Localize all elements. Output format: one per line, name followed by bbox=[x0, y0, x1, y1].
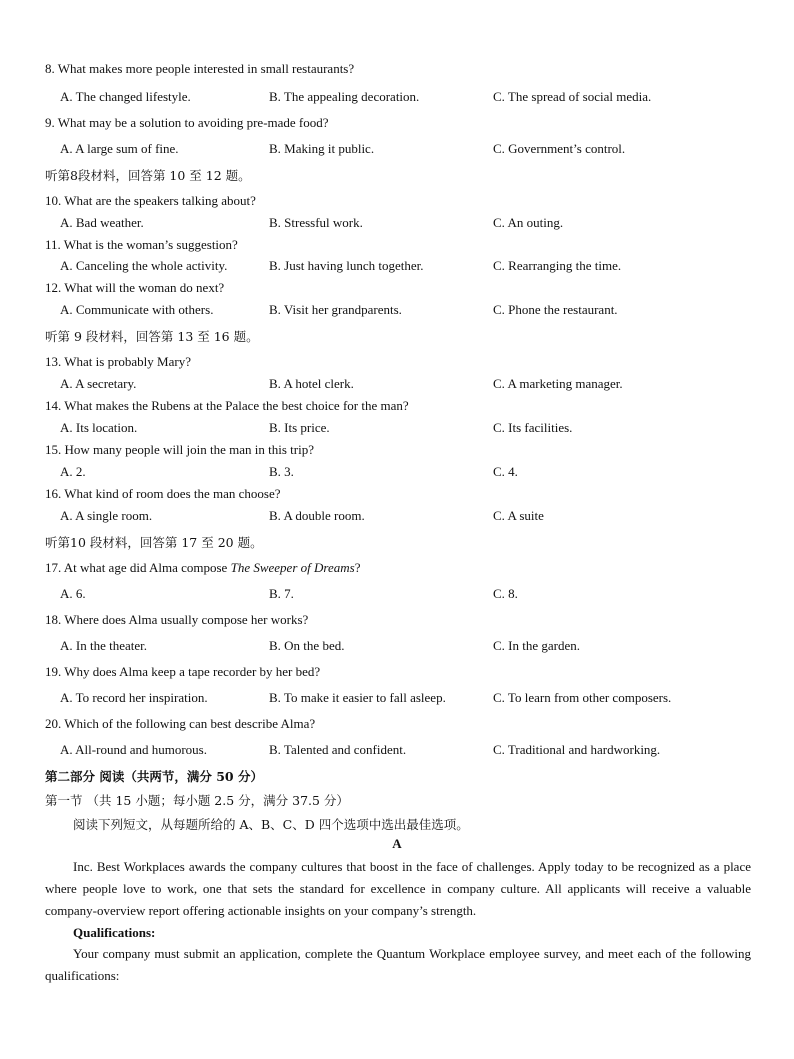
part-two-title: 第二部分 阅读（共两节，满分 50 分） bbox=[45, 769, 263, 784]
option-19a: A. To record her inspiration. bbox=[60, 690, 208, 705]
question-16: 16. What kind of room does the man choose? bbox=[45, 486, 281, 501]
work-title: The Sweeper of Dreams bbox=[230, 560, 355, 575]
question-14: 14. What makes the Rubens at the Palace the best choice for the man? bbox=[45, 398, 409, 413]
passage-paragraph-2: Your company must submit an application, complete the Quantum Workplace employee survey, and meet each of the following qualifications: bbox=[45, 946, 751, 983]
option-20b: B. Talented and confident. bbox=[269, 742, 407, 757]
question-12: 12. What will the woman do next? bbox=[45, 280, 225, 295]
question-17-mark: ? bbox=[354, 560, 361, 575]
option-13a: A. A secretary. bbox=[60, 376, 137, 391]
option-17c: C. 8. bbox=[493, 586, 518, 601]
option-18c: C. In the garden. bbox=[493, 638, 581, 653]
question-20: 20. Which of the following can best describe Alma? bbox=[45, 716, 316, 731]
option-12a: A. Communicate with others. bbox=[60, 302, 214, 317]
question-13: 13. What is probably Mary? bbox=[45, 354, 191, 369]
reading-instruction: 阅读下列短文，从每题所给的 A、B、C、D 四个选项中选出最佳选项。 bbox=[73, 817, 469, 832]
question-11: 11. What is the woman’s suggestion? bbox=[45, 237, 238, 252]
option-17a: A. 6. bbox=[60, 586, 86, 601]
option-13c: C. A marketing manager. bbox=[493, 376, 623, 391]
option-18a: A. In the theater. bbox=[60, 638, 147, 653]
option-17b: B. 7. bbox=[269, 586, 294, 601]
option-9a: A. A large sum of fine. bbox=[60, 141, 179, 156]
passage-label: A bbox=[392, 836, 402, 851]
question-15: 15. How many people will join the man in this trip? bbox=[45, 442, 314, 457]
qualifications-heading: Qualifications: bbox=[73, 925, 156, 940]
question-18: 18. Where does Alma usually compose her works? bbox=[45, 612, 309, 627]
option-16c: C. A suite bbox=[493, 508, 544, 523]
option-8c: C. The spread of social media. bbox=[493, 89, 652, 104]
option-14a: A. Its location. bbox=[60, 420, 138, 435]
option-12c: C. Phone the restaurant. bbox=[493, 302, 618, 317]
option-12b: B. Visit her grandparents. bbox=[269, 302, 402, 317]
question-17 bbox=[45, 560, 360, 576]
option-13b: B. A hotel clerk. bbox=[269, 376, 354, 391]
option-20c: C. Traditional and hardworking. bbox=[493, 742, 661, 757]
option-19c: C. To learn from other composers. bbox=[493, 690, 672, 705]
option-11c: C. Rearranging the time. bbox=[493, 258, 622, 273]
option-10b: B. Stressful work. bbox=[269, 215, 363, 230]
option-14b: B. Its price. bbox=[269, 420, 330, 435]
section-9-heading: 听第 9 段材料，回答第 13 至 16 题。 bbox=[45, 329, 259, 344]
option-16b: B. A double room. bbox=[269, 508, 365, 523]
section-one-title: 第一节 （共 15 小题；每小题 2.5 分，满分 37.5 分） bbox=[45, 793, 349, 808]
option-20a: A. All-round and humorous. bbox=[60, 742, 207, 757]
option-16a: A. A single room. bbox=[60, 508, 153, 523]
option-15a: A. 2. bbox=[60, 464, 86, 479]
option-10c: C. An outing. bbox=[493, 215, 564, 230]
option-14c: C. Its facilities. bbox=[493, 420, 573, 435]
option-8b: B. The appealing decoration. bbox=[269, 89, 420, 104]
question-19: 19. Why does Alma keep a tape recorder by her bed? bbox=[45, 664, 321, 679]
section-10-heading: 听第10 段材料，回答第 17 至 20 题。 bbox=[45, 535, 263, 550]
option-15c: C. 4. bbox=[493, 464, 518, 479]
question-17-text: 17. At what age did Alma compose bbox=[45, 560, 231, 575]
option-18b: B. On the bed. bbox=[269, 638, 345, 653]
option-15b: B. 3. bbox=[269, 464, 294, 479]
option-11b: B. Just having lunch together. bbox=[269, 258, 424, 273]
section-8-heading: 听第8段材料，回答第 10 至 12 题。 bbox=[45, 168, 251, 183]
option-11a: A. Canceling the whole activity. bbox=[60, 258, 228, 273]
passage-paragraph-1: Inc. Best Workplaces awards the company cultures that boost in the face of challenges. Apply today to be recognized as a place where people love to work, one that sets the standard for excellence in company culture. All applicants will receive a valuable company-overview report offering actionable insights on your company’s strength. bbox=[45, 859, 751, 918]
question-8: 8. What makes more people interested in small restaurants? bbox=[45, 61, 355, 76]
option-10a: A. Bad weather. bbox=[60, 215, 144, 230]
option-9b: B. Making it public. bbox=[269, 141, 375, 156]
option-19b: B. To make it easier to fall asleep. bbox=[269, 690, 446, 705]
question-10: 10. What are the speakers talking about? bbox=[45, 193, 256, 208]
option-9c: C. Government’s control. bbox=[493, 141, 626, 156]
question-9: 9. What may be a solution to avoiding pre-made food? bbox=[45, 115, 329, 130]
option-8a: A. The changed lifestyle. bbox=[60, 89, 191, 104]
